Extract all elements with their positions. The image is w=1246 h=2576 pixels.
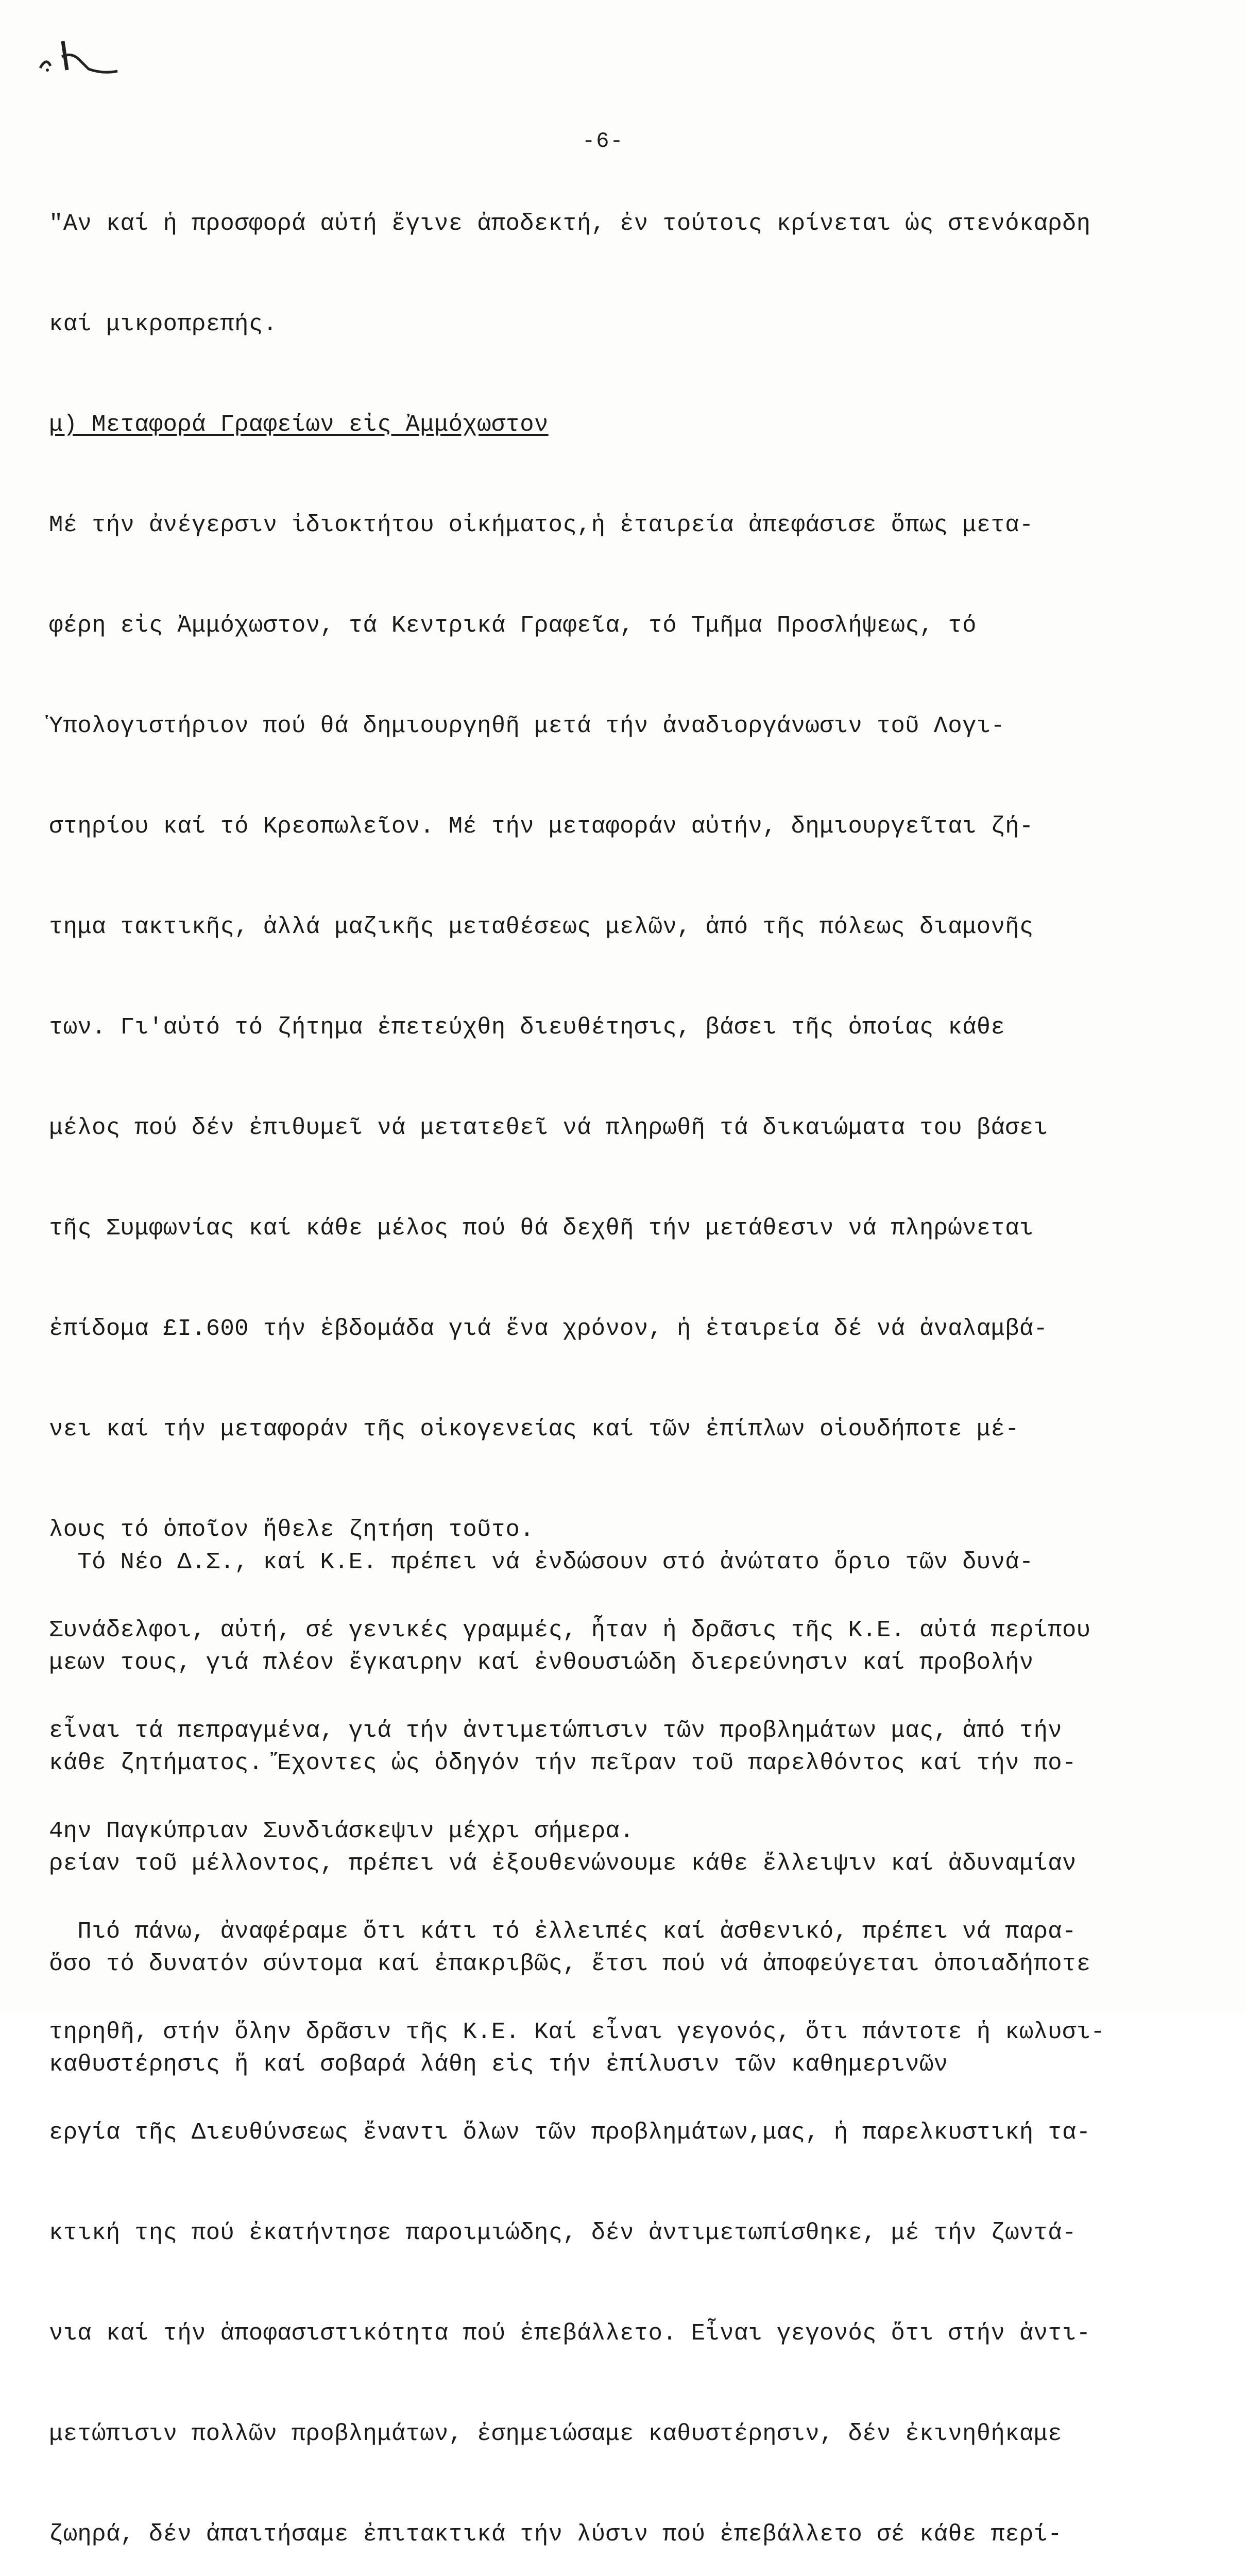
text-line: μέλος πού δέν ἐπιθυμεῖ νά μετατεθεῖ νά πληρωθῆ τά δικαιώματα του βάσει [49,1114,1048,1141]
text-line: Συνάδελφοι, αὐτή, σέ γενικές γραμμές, ἦταν ἡ δρᾶσις τῆς Κ.Ε. αὐτά περίπου [49,1617,1091,1643]
text-line: κτική της πού ἐκατήντησε παροιμιώδης, δέν ἀντιμετωπίσθηκε, μέ τήν ζωντά- [49,2219,1077,2246]
text-line: τημα τακτικῆς, ἀλλά μαζικῆς μεταθέσεως μελῶν, ἀπό τῆς πόλεως διαμονῆς [49,913,1034,940]
text-line: ἐπίδομα £Ι.600 τήν ἑβδομάδα γιά ἕνα χρόνον, ἡ ἑταιρεία δέ νά ἀναλαμβά- [49,1315,1048,1342]
text-line: 4ην Παγκύπριαν Συνδιάσκεψιν μέχρι σήμερα. [49,1818,634,1844]
text-line: Ὑπολογιστήριον πού θά δημιουργηθῆ μετά τήν ἀναδιοργάνωσιν τοῦ Λογι- [49,713,1005,739]
body-text [49,140,1192,2576]
text-line: ὅσο τό δυνατόν σύντομα καί ἐπακριβῶς, ἔτσι πού νά ἀποφεύγεται ὁποιαδήποτε [49,1951,1091,1977]
text-line: ρείαν τοῦ μέλλοντος, πρέπει νά ἐξουθενώνουμε κάθε ἔλλειψιν καί ἀδυναμίαν [49,1850,1077,1877]
text-line: νια καί τήν ἀποφασιστικότητα πού ἐπεβάλλετο. Εἶναι γεγονός ὅτι στήν ἀντι- [49,2320,1091,2347]
text-line: καθυστέρησις ἤ καί σοβαρά λάθη εἰς τήν ἐπίλυσιν τῶν καθημερινῶν [49,2051,948,2078]
page-number: -6- [582,129,624,154]
text-line: τῆς Συμφωνίας καί κάθε μέλος πού θά δεχθῆ τήν μετάθεσιν νά πληρώνεται [49,1215,1034,1242]
text-line: ζωηρά, δέν ἀπαιτήσαμε ἐπιτακτικά τήν λύσιν πού ἐπεβάλλετο σέ κάθε περί- [49,2521,1063,2548]
text-line: κάθε ζητήματος. Ἔχοντες ὡς ὁδηγόν τήν πεῖραν τοῦ παρελθόντος καί τήν πο- [49,1750,1077,1776]
text-line: στηρίου καί τό Κρεοπωλεῖον. Μέ τήν μεταφοράν αὐτήν, δημιουργεῖται ζή- [49,813,1034,840]
text-line: καί μικροπρεπής. [49,311,278,337]
text-line: "Αν καί ἡ προσφορά αὐτή ἔγινε ἀποδεκτή, ἐν τούτοις κρίνεται ὡς στενόκαρδη [49,210,1091,237]
text-line: Μέ τήν ἀνέγερσιν ἰδιοκτήτου οἰκήματος,ἡ ἑταιρεία ἀπεφάσισε ὅπως μετα- [49,512,1034,538]
text-line: εργία τῆς Διευθύνσεως ἔναντι ὅλων τῶν προβλημάτων,μας, ἡ παρελκυστική τα- [49,2119,1091,2146]
text-line: φέρη εἰς Ἀμμόχωστον, τά Κεντρικά Γραφεῖα, τό Τμῆμα Προσλήψεως, τό [49,612,977,639]
text-line: εἶναι τά πεπραγμένα, γιά τήν ἀντιμετώπισιν τῶν προβλημάτων μας, ἀπό τήν [49,1717,1063,1744]
text-line: Πιό πάνω, ἀναφέραμε ὅτι κάτι τό ἐλλειπές καί ἀσθενικό, πρέπει νά παρα- [49,1918,1077,1945]
text-line: λους τό ὁποῖον ἤθελε ζητήση τοῦτο. [49,1516,534,1543]
handwritten-mark-icon [31,21,124,77]
text-line: μεων τους, γιά πλέον ἔγκαιρην καί ἐνθουσιώδη διερεύνησιν καί προβολήν [49,1649,1034,1676]
text-line: τηρηθῆ, στήν ὅλην δρᾶσιν τῆς Κ.Ε. Καί εἶναι γεγονός, ὅτι πάντοτε ἡ κωλυσι- [49,2019,1105,2045]
text-line: Τό Νέο Δ.Σ., καί Κ.Ε. πρέπει νά ἐνδώσουν στό ἀνώτατο ὅριο τῶν δυνά- [49,1549,1034,1575]
section-heading: μ) Μεταφορά Γραφείων εἰς Ἀμμόχωστον [49,411,549,438]
text-line: νει καί τήν μεταφοράν τῆς οἰκογενείας καί τῶν ἐπίπλων οἱουδήποτε μέ- [49,1416,1019,1443]
text-line: μετώπισιν πολλῶν προβλημάτων, ἐσημειώσαμε καθυστέρησιν, δέν ἐκινηθήκαμε [49,2420,1063,2447]
text-line: των. Γι'αὐτό τό ζήτημα ἐπετεύχθη διευθέτησις, βάσει τῆς ὁποίας κάθε [49,1014,1005,1041]
closing-paragraph [49,1479,1192,2148]
